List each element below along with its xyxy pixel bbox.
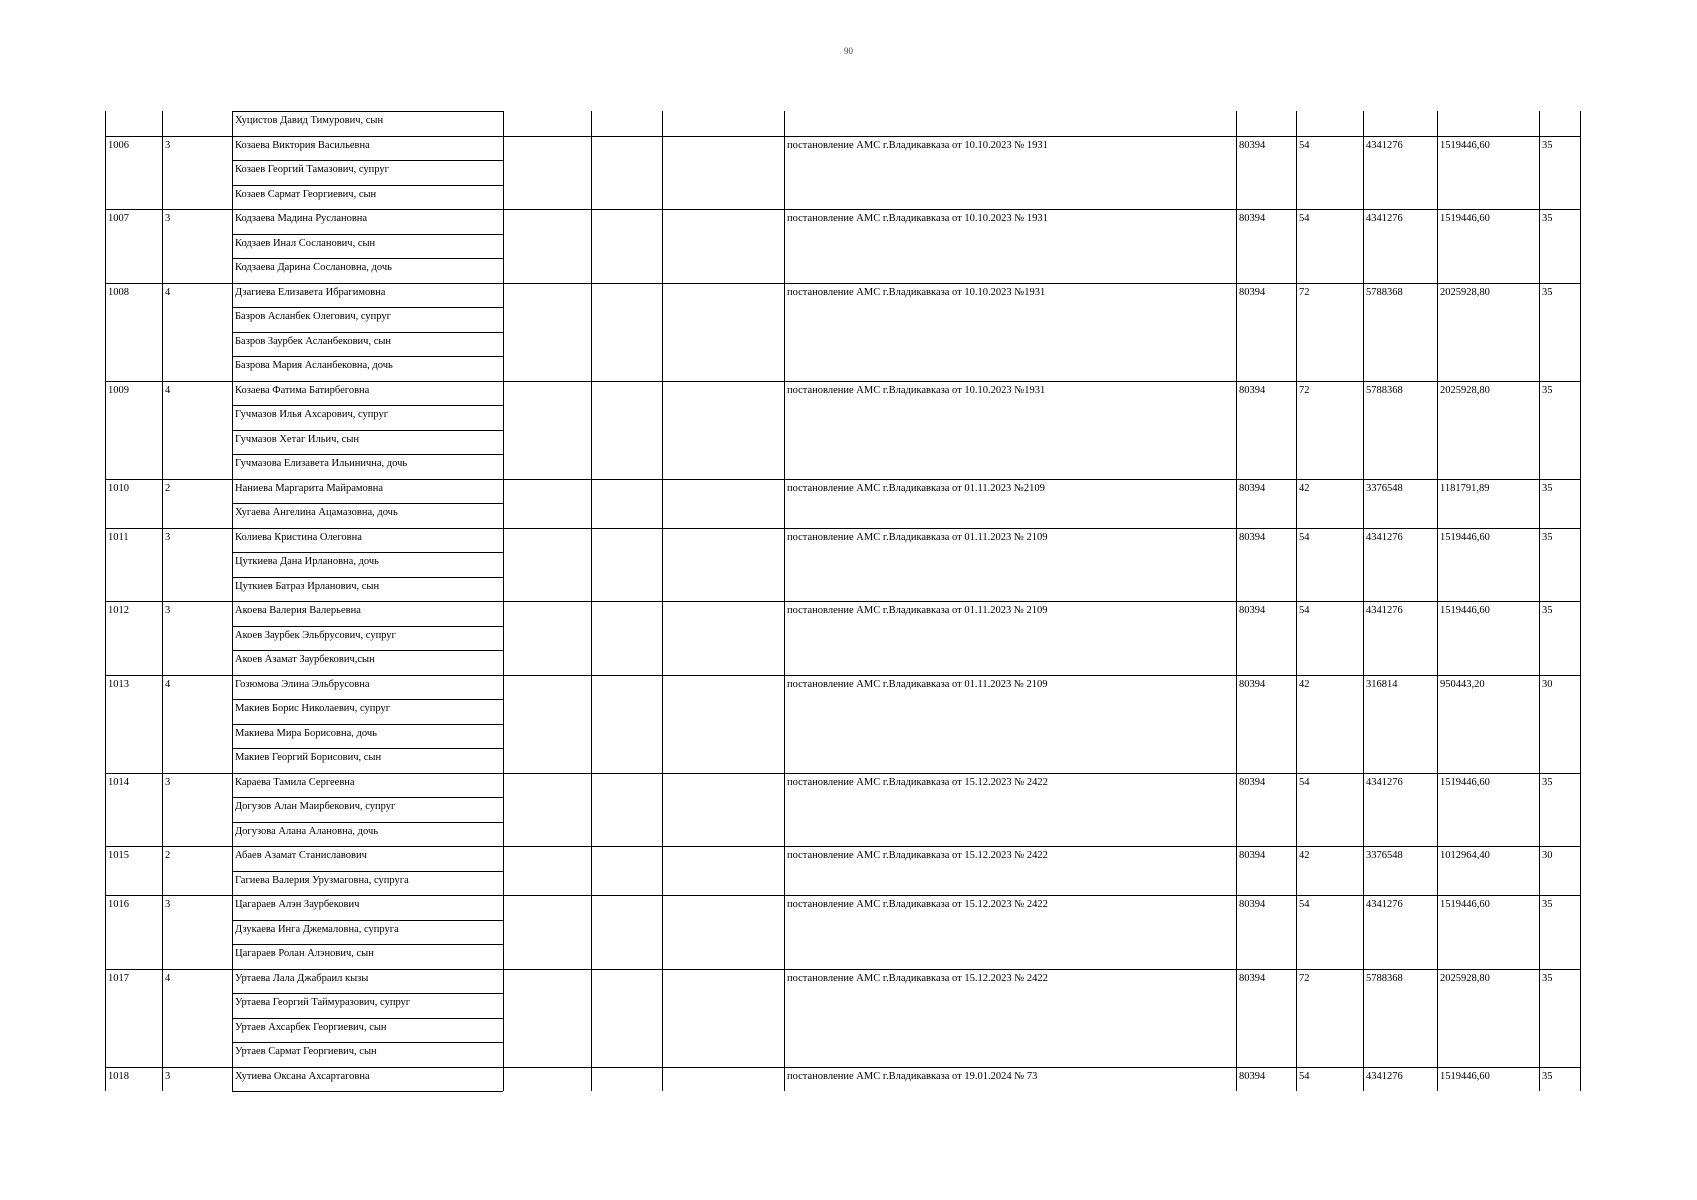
subsidy-percent: 35 (1542, 972, 1553, 984)
family-member-name: Хуцистов Давид Тимурович, сын (235, 115, 384, 126)
area-sqm: 54 (1299, 776, 1310, 788)
table-row-divider (105, 773, 1580, 774)
family-member-name: Уртаева Лала Джабраил кызы (235, 972, 369, 984)
member-divider (232, 185, 503, 186)
family-member-name: Хугаева Ангелина Ацамазовна, дочь (235, 507, 398, 518)
family-member-name: Кодзаева Мадина Руслановна (235, 213, 368, 224)
member-divider (232, 871, 503, 872)
row-id: 1011 (108, 531, 129, 543)
estimated-cost: 4341276 (1366, 1070, 1403, 1082)
family-member-name: Макиева Мира Борисовна, дочь (235, 727, 377, 739)
family-member-name: Цагараев Ролан Алэнович, сын (235, 948, 374, 959)
decree-reference: постановление АМС г.Владикавказа от 15.12.2023 № 2422 (787, 850, 1048, 861)
family-member-name: Гучмазов Илья Ахсарович, супруг (235, 409, 389, 420)
family-size: 2 (165, 482, 171, 494)
member-divider (232, 822, 503, 823)
subsidy-amount: 2025928,80 (1440, 286, 1490, 298)
family-member-name: Догузова Алана Алановна, дочь (235, 825, 379, 837)
cost-per-sqm: 80394 (1239, 139, 1266, 151)
family-member-name: Цуткиева Дана Ирлановна, дочь (235, 556, 379, 567)
row-id: 1014 (108, 776, 129, 788)
table-row-divider (105, 528, 1580, 529)
area-sqm: 54 (1299, 213, 1310, 224)
subsidy-percent: 35 (1542, 531, 1553, 543)
subsidy-percent: 35 (1542, 286, 1553, 298)
member-divider (232, 234, 503, 235)
family-member-name: Дзукаева Инга Джемаловна, супруга (235, 923, 399, 935)
subsidy-amount: 1012964,40 (1440, 850, 1490, 861)
family-member-name: Гагиева Валерия Урузмаговна, супруга (235, 874, 409, 886)
member-divider (232, 307, 503, 308)
table-row-divider (105, 479, 1580, 480)
subsidy-percent: 35 (1542, 139, 1553, 151)
area-sqm: 54 (1299, 531, 1310, 543)
member-divider (232, 993, 503, 994)
subsidy-amount: 1519446,60 (1440, 531, 1490, 543)
family-member-name: Гучмазов Хетаг Ильич, сын (235, 433, 360, 445)
member-divider (232, 724, 503, 725)
subsidy-percent: 35 (1542, 776, 1553, 788)
area-sqm: 54 (1299, 139, 1310, 151)
estimated-cost: 5788368 (1366, 972, 1403, 984)
area-sqm: 42 (1299, 678, 1310, 690)
family-member-name: Базров Заурбек Асланбекович, сын (235, 335, 392, 347)
subsidy-amount: 1519446,60 (1440, 139, 1490, 151)
subsidy-amount: 2025928,80 (1440, 972, 1490, 984)
family-size: 3 (165, 213, 171, 224)
family-member-name: Цагараев Алэн Заурбекович (235, 899, 360, 910)
family-member-name: Акоев Заурбек Эльбрусович, супруг (235, 629, 396, 641)
family-member-name: Дзагиева Елизавета Ибрагимовна (235, 286, 386, 298)
family-size: 4 (165, 678, 171, 690)
family-size: 4 (165, 286, 171, 298)
subsidy-percent: 30 (1542, 850, 1553, 861)
family-member-name: Колиева Кристина Олеговна (235, 531, 362, 543)
member-divider (232, 748, 503, 749)
estimated-cost: 3376548 (1366, 482, 1403, 494)
subsidy-percent: 35 (1542, 1070, 1553, 1082)
row-id: 1009 (108, 384, 129, 396)
table-column-divider (1580, 111, 1581, 1091)
subsidy-percent: 35 (1542, 899, 1553, 910)
estimated-cost: 4341276 (1366, 213, 1403, 224)
family-size: 3 (165, 531, 171, 543)
family-size: 4 (165, 972, 171, 984)
row-id: 1006 (108, 139, 129, 151)
family-member-name: Уртаева Георгий Таймуразович, супруг (235, 997, 411, 1008)
family-member-name: Козаев Георгий Тамазович, супруг (235, 164, 389, 175)
subsidy-amount: 1181791,89 (1440, 482, 1490, 494)
row-id: 1007 (108, 213, 129, 224)
subsidy-amount: 2025928,80 (1440, 384, 1490, 396)
member-divider (232, 332, 503, 333)
cost-per-sqm: 80394 (1239, 286, 1266, 298)
family-member-name: Уртаев Сармат Георгиевич, сын (235, 1046, 377, 1057)
cost-per-sqm: 80394 (1239, 899, 1266, 910)
page-number: 90 (844, 46, 853, 56)
family-member-name: Базрова Мария Асланбековна, дочь (235, 360, 393, 371)
area-sqm: 72 (1299, 972, 1310, 984)
family-member-name: Макиев Борис Николаевич, супруг (235, 703, 391, 714)
table-row-divider (105, 381, 1580, 382)
family-size: 3 (165, 139, 171, 151)
family-size: 3 (165, 776, 171, 788)
area-sqm: 54 (1299, 1070, 1310, 1082)
subsidy-percent: 35 (1542, 384, 1553, 396)
family-member-name: Абаев Азамат Станиславович (235, 850, 367, 861)
cost-per-sqm: 80394 (1239, 605, 1266, 616)
decree-reference: постановление АМС г.Владикавказа от 19.01.2024 № 73 (787, 1070, 1038, 1082)
family-member-name: Догузов Алан Маирбекович, супруг (235, 801, 396, 812)
family-member-name: Цуткиев Батраз Ирланович, сын (235, 580, 380, 592)
estimated-cost: 5788368 (1366, 286, 1403, 298)
table-row-divider (105, 283, 1580, 284)
decree-reference: постановление АМС г.Владикавказа от 15.12.2023 № 2422 (787, 972, 1048, 984)
decree-reference: постановление АМС г.Владикавказа от 15.12.2023 № 2422 (787, 776, 1048, 788)
member-divider (232, 430, 503, 431)
member-divider (232, 258, 503, 259)
estimated-cost: 4341276 (1366, 139, 1403, 151)
row-id: 1012 (108, 605, 129, 616)
subsidy-amount: 1519446,60 (1440, 213, 1490, 224)
subsidy-percent: 35 (1542, 213, 1553, 224)
table-row-divider (105, 136, 1580, 137)
table-row-divider (232, 111, 503, 112)
table-row-divider (232, 1091, 503, 1092)
decree-reference: постановление АМС г.Владикавказа от 10.10.2023 № 1931 (787, 139, 1048, 151)
family-member-name: Наниева Маргарита Майрамовна (235, 482, 383, 494)
family-member-name: Уртаев Ахсарбек Георгиевич, сын (235, 1021, 387, 1033)
decree-reference: постановление АМС г.Владикавказа от 01.11.2023 № 2109 (787, 605, 1048, 616)
family-size: 2 (165, 850, 171, 861)
area-sqm: 42 (1299, 850, 1310, 861)
member-divider (232, 503, 503, 504)
table-row-divider (105, 601, 1580, 602)
family-member-name: Базров Асланбек Олегович, супруг (235, 311, 391, 322)
area-sqm: 72 (1299, 286, 1310, 298)
estimated-cost: 5788368 (1366, 384, 1403, 396)
row-id: 1015 (108, 850, 129, 861)
family-member-name: Гозюмова Элина Эльбрусовна (235, 678, 370, 690)
row-id: 1016 (108, 899, 129, 910)
family-size: 3 (165, 605, 171, 616)
estimated-cost: 4341276 (1366, 899, 1403, 910)
cost-per-sqm: 80394 (1239, 1070, 1266, 1082)
family-member-name: Караева Тамила Сергеевна (235, 776, 355, 788)
area-sqm: 54 (1299, 605, 1310, 616)
member-divider (232, 577, 503, 578)
subsidy-amount: 1519446,60 (1440, 776, 1490, 788)
family-member-name: Акоева Валерия Валерьевна (235, 605, 361, 616)
area-sqm: 72 (1299, 384, 1310, 396)
subsidy-percent: 30 (1542, 678, 1553, 690)
subsidy-amount: 1519446,60 (1440, 899, 1490, 910)
cost-per-sqm: 80394 (1239, 482, 1266, 494)
table-row-divider (105, 675, 1580, 676)
family-member-name: Акоев Азамат Заурбекович,сын (235, 654, 375, 665)
subsidy-percent: 35 (1542, 482, 1553, 494)
family-member-name: Кодзаева Дарина Сослановна, дочь (235, 262, 392, 273)
family-member-name: Хутиева Оксана Ахсартаговна (235, 1070, 370, 1082)
member-divider (232, 920, 503, 921)
family-size: 4 (165, 384, 171, 396)
cost-per-sqm: 80394 (1239, 384, 1266, 396)
estimated-cost: 4341276 (1366, 531, 1403, 543)
member-divider (232, 356, 503, 357)
family-member-name: Макиев Георгий Борисович, сын (235, 752, 382, 763)
table-row-divider (105, 209, 1580, 210)
decree-reference: постановление АМС г.Владикавказа от 15.12.2023 № 2422 (787, 899, 1048, 910)
table-row-divider (105, 969, 1580, 970)
cost-per-sqm: 80394 (1239, 972, 1266, 984)
family-size: 3 (165, 899, 171, 910)
estimated-cost: 3376548 (1366, 850, 1403, 861)
row-id: 1017 (108, 972, 129, 984)
member-divider (232, 797, 503, 798)
subsidy-percent: 35 (1542, 605, 1553, 616)
member-divider (232, 699, 503, 700)
member-divider (232, 626, 503, 627)
member-divider (232, 454, 503, 455)
estimated-cost: 316814 (1366, 678, 1398, 690)
member-divider (232, 944, 503, 945)
decree-reference: постановление АМС г.Владикавказа от 01.11.2023 № 2109 (787, 531, 1048, 543)
table-row-divider (105, 846, 1580, 847)
family-member-name: Козаев Сармат Георгиевич, сын (235, 188, 377, 200)
row-id: 1018 (108, 1070, 129, 1082)
family-member-name: Козаева Виктория Васильевна (235, 139, 370, 151)
family-member-name: Гучмазова Елизавета Ильинична, дочь (235, 458, 408, 469)
family-member-name: Кодзаев Инал Сосланович, сын (235, 237, 376, 249)
table-row-divider (105, 895, 1580, 896)
cost-per-sqm: 80394 (1239, 678, 1266, 690)
member-divider (232, 650, 503, 651)
row-id: 1010 (108, 482, 129, 494)
cost-per-sqm: 80394 (1239, 213, 1266, 224)
member-divider (232, 405, 503, 406)
member-divider (232, 160, 503, 161)
table-row-divider (105, 1067, 1580, 1068)
subsidy-amount: 950443,20 (1440, 678, 1485, 690)
decree-reference: постановление АМС г.Владикавказа от 10.10.2023 № 1931 (787, 213, 1048, 224)
area-sqm: 42 (1299, 482, 1310, 494)
subsidy-amount: 1519446,60 (1440, 605, 1490, 616)
family-size: 3 (165, 1070, 171, 1082)
member-divider (232, 1042, 503, 1043)
subsidy-amount: 1519446,60 (1440, 1070, 1490, 1082)
estimated-cost: 4341276 (1366, 605, 1403, 616)
area-sqm: 54 (1299, 899, 1310, 910)
family-member-name: Козаева Фатима Батирбеговна (235, 384, 370, 396)
decree-reference: постановление АМС г.Владикавказа от 10.10.2023 №1931 (787, 384, 1046, 396)
decree-reference: постановление АМС г.Владикавказа от 10.10.2023 №1931 (787, 286, 1046, 298)
cost-per-sqm: 80394 (1239, 850, 1266, 861)
row-id: 1013 (108, 678, 129, 690)
cost-per-sqm: 80394 (1239, 531, 1266, 543)
estimated-cost: 4341276 (1366, 776, 1403, 788)
cost-per-sqm: 80394 (1239, 776, 1266, 788)
row-id: 1008 (108, 286, 129, 298)
member-divider (232, 552, 503, 553)
decree-reference: постановление АМС г.Владикавказа от 01.11.2023 №2109 (787, 482, 1045, 494)
member-divider (232, 1018, 503, 1019)
decree-reference: постановление АМС г.Владикавказа от 01.11.2023 № 2109 (787, 678, 1048, 690)
